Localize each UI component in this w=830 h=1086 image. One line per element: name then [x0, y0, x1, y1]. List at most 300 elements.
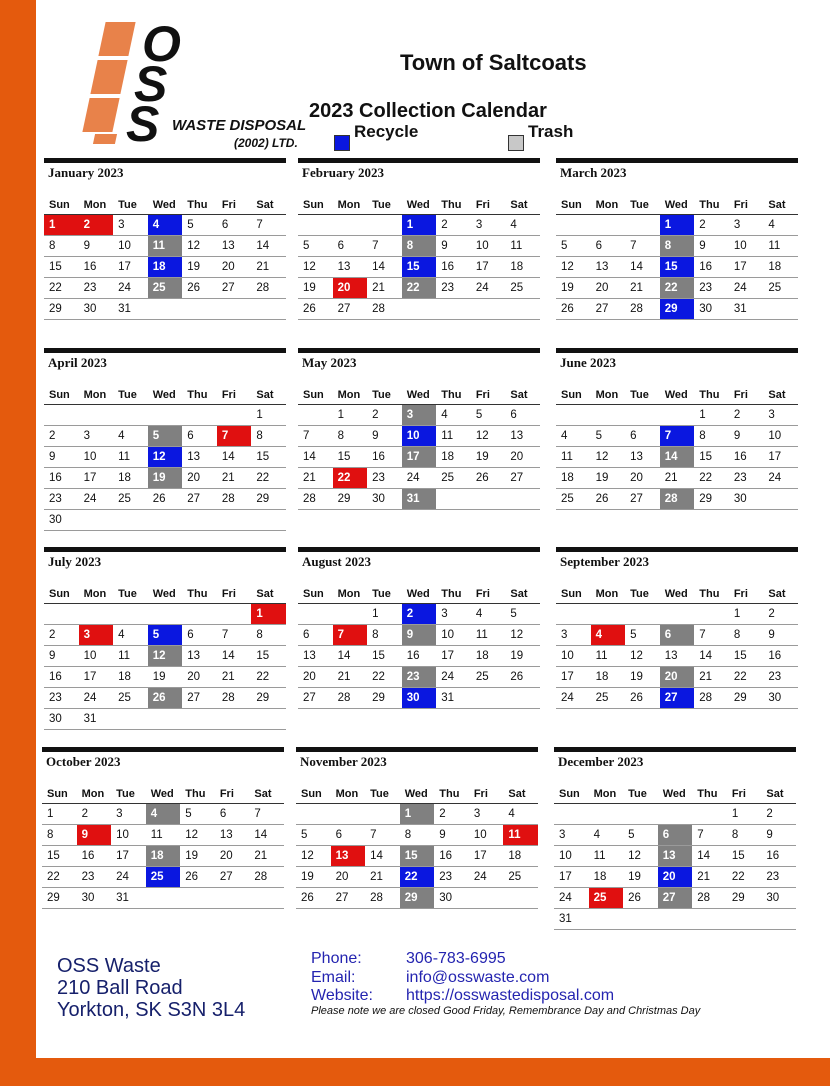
day-cell: 12	[298, 257, 333, 278]
empty-day	[79, 405, 114, 426]
empty-day	[113, 709, 148, 730]
day-cell: 4	[113, 426, 148, 447]
day-cell: 16	[79, 257, 114, 278]
empty-day	[217, 299, 252, 320]
month-name: October 2023	[46, 754, 121, 769]
day-cell: 10	[436, 625, 471, 646]
day-cell: 15	[44, 257, 79, 278]
day-cell: 21	[365, 867, 400, 888]
day-cell: 15	[333, 447, 368, 468]
day-cell: 20	[505, 447, 540, 468]
weekday-header: Mon	[333, 584, 368, 604]
day-cell: 23	[77, 867, 112, 888]
empty-day	[591, 405, 626, 426]
day-cell: 24	[111, 867, 146, 888]
day-cell: 7	[694, 625, 729, 646]
day-cell: 14	[660, 447, 695, 468]
day-cell: 25	[556, 489, 591, 510]
day-cell: 29	[333, 489, 368, 510]
day-cell: 29	[251, 688, 286, 709]
empty-day	[182, 510, 217, 531]
day-cell: 19	[556, 278, 591, 299]
month-6	[556, 348, 798, 510]
day-cell: 23	[434, 867, 469, 888]
empty-day	[505, 688, 540, 709]
empty-day	[148, 604, 183, 625]
day-cell: 28	[251, 278, 286, 299]
day-cell: 2	[44, 625, 79, 646]
day-cell: 21	[251, 257, 286, 278]
empty-day	[761, 909, 796, 930]
day-cell: 27	[591, 299, 626, 320]
day-cell: 27	[331, 888, 366, 909]
empty-day	[298, 604, 333, 625]
logo-waste-disposal: WASTE DISPOSAL	[172, 117, 307, 134]
weekday-header: Mon	[331, 784, 366, 804]
empty-day	[471, 489, 506, 510]
day-cell: 11	[503, 825, 538, 846]
empty-day	[623, 909, 658, 930]
empty-day	[217, 604, 252, 625]
empty-day	[623, 804, 658, 825]
day-cell: 1	[44, 215, 79, 236]
day-cell: 1	[42, 804, 77, 825]
empty-day	[625, 604, 660, 625]
day-cell: 21	[217, 468, 252, 489]
day-cell: 24	[79, 688, 114, 709]
day-cell: 7	[251, 215, 286, 236]
month-name: November 2023	[300, 754, 387, 769]
weekday-header: Sun	[44, 385, 79, 405]
day-cell: 22	[729, 667, 764, 688]
day-cell: 11	[505, 236, 540, 257]
empty-day	[113, 405, 148, 426]
day-cell: 4	[556, 426, 591, 447]
day-cell: 14	[217, 447, 252, 468]
weekday-header: Sun	[556, 385, 591, 405]
day-cell: 15	[400, 846, 435, 867]
day-cell: 14	[365, 846, 400, 867]
empty-day	[217, 510, 252, 531]
empty-day	[692, 909, 727, 930]
month-7	[44, 547, 286, 730]
weekday-header: Wed	[660, 195, 695, 215]
weekday-header: Wed	[400, 784, 435, 804]
day-cell: 22	[402, 278, 437, 299]
day-cell: 1	[251, 405, 286, 426]
day-cell: 17	[729, 257, 764, 278]
empty-day	[658, 804, 693, 825]
day-cell: 28	[249, 867, 284, 888]
recycle-legend: Recycle	[354, 122, 419, 141]
day-cell: 9	[434, 825, 469, 846]
weekday-header: Tue	[113, 584, 148, 604]
day-cell: 4	[505, 215, 540, 236]
day-cell: 3	[436, 604, 471, 625]
weekday-header: Fri	[217, 195, 252, 215]
day-cell: 16	[367, 447, 402, 468]
day-cell: 30	[729, 489, 764, 510]
day-cell: 16	[44, 468, 79, 489]
day-cell: 17	[436, 646, 471, 667]
day-cell: 16	[402, 646, 437, 667]
day-cell: 1	[727, 804, 762, 825]
weekday-header: Sat	[251, 195, 286, 215]
weekday-header: Thu	[182, 385, 217, 405]
day-cell: 19	[182, 257, 217, 278]
day-cell: 26	[182, 278, 217, 299]
day-cell: 14	[625, 257, 660, 278]
weekday-header: Tue	[625, 584, 660, 604]
day-cell: 17	[471, 257, 506, 278]
empty-day	[44, 405, 79, 426]
weekday-header: Mon	[333, 195, 368, 215]
day-cell: 26	[556, 299, 591, 320]
day-cell: 13	[591, 257, 626, 278]
weekday-header: Mon	[79, 385, 114, 405]
day-cell: 26	[148, 489, 183, 510]
day-cell: 15	[402, 257, 437, 278]
day-cell: 31	[436, 688, 471, 709]
empty-day	[298, 215, 333, 236]
weekday-header: Mon	[79, 584, 114, 604]
day-cell: 28	[365, 888, 400, 909]
day-cell: 9	[694, 236, 729, 257]
day-cell: 30	[761, 888, 796, 909]
day-cell: 5	[623, 825, 658, 846]
empty-day	[591, 215, 626, 236]
day-cell: 11	[148, 236, 183, 257]
day-cell: 11	[763, 236, 798, 257]
day-cell: 2	[761, 804, 796, 825]
day-cell: 2	[436, 215, 471, 236]
day-cell: 23	[694, 278, 729, 299]
day-cell: 26	[505, 667, 540, 688]
day-cell: 1	[367, 604, 402, 625]
day-cell: 5	[296, 825, 331, 846]
day-cell: 24	[556, 688, 591, 709]
day-cell: 6	[660, 625, 695, 646]
day-cell: 14	[333, 646, 368, 667]
empty-day	[180, 888, 215, 909]
month-name: May 2023	[302, 355, 357, 370]
day-cell: 21	[692, 867, 727, 888]
empty-day	[182, 299, 217, 320]
weekday-header: Tue	[367, 195, 402, 215]
website-label: Website:	[311, 987, 373, 1004]
weekday-header: Thu	[694, 385, 729, 405]
day-cell: 16	[434, 846, 469, 867]
day-cell: 11	[436, 426, 471, 447]
weekday-header: Mon	[589, 784, 624, 804]
weekday-header: Tue	[625, 385, 660, 405]
day-cell: 29	[367, 688, 402, 709]
weekday-header: Sun	[298, 195, 333, 215]
day-cell: 24	[402, 468, 437, 489]
empty-day	[367, 215, 402, 236]
day-cell: 27	[625, 489, 660, 510]
empty-day	[251, 299, 286, 320]
day-cell: 21	[333, 667, 368, 688]
day-cell: 1	[660, 215, 695, 236]
day-cell: 8	[400, 825, 435, 846]
day-cell: 13	[505, 426, 540, 447]
day-cell: 11	[589, 846, 624, 867]
day-cell: 26	[180, 867, 215, 888]
empty-day	[660, 604, 695, 625]
day-cell: 6	[591, 236, 626, 257]
empty-day	[298, 405, 333, 426]
day-cell: 14	[694, 646, 729, 667]
day-cell: 13	[658, 846, 693, 867]
day-cell: 10	[113, 236, 148, 257]
month-name: December 2023	[558, 754, 644, 769]
empty-day	[625, 405, 660, 426]
day-cell: 12	[505, 625, 540, 646]
day-cell: 29	[729, 688, 764, 709]
day-cell: 18	[471, 646, 506, 667]
day-cell: 15	[694, 447, 729, 468]
day-cell: 2	[434, 804, 469, 825]
weekday-header: Tue	[365, 784, 400, 804]
month-9	[556, 547, 798, 709]
day-cell: 31	[79, 709, 114, 730]
month-10	[42, 747, 284, 909]
day-cell: 17	[111, 846, 146, 867]
weekday-header: Fri	[217, 584, 252, 604]
day-cell: 2	[44, 426, 79, 447]
day-cell: 8	[44, 236, 79, 257]
weekday-header: Fri	[217, 385, 252, 405]
day-cell: 26	[148, 688, 183, 709]
day-cell: 29	[251, 489, 286, 510]
day-cell: 11	[471, 625, 506, 646]
month-name: April 2023	[48, 355, 107, 370]
day-cell: 28	[298, 489, 333, 510]
day-cell: 24	[469, 867, 504, 888]
day-cell: 2	[763, 604, 798, 625]
day-cell: 31	[729, 299, 764, 320]
phone-label: Phone:	[311, 950, 362, 967]
day-cell: 4	[589, 825, 624, 846]
weekday-header: Thu	[180, 784, 215, 804]
empty-day	[146, 888, 181, 909]
day-cell: 25	[763, 278, 798, 299]
day-cell: 6	[215, 804, 250, 825]
day-cell: 8	[367, 625, 402, 646]
month-8	[298, 547, 540, 709]
day-cell: 3	[79, 625, 114, 646]
day-cell: 18	[146, 846, 181, 867]
day-cell: 10	[402, 426, 437, 447]
day-cell: 20	[182, 667, 217, 688]
day-cell: 18	[113, 468, 148, 489]
day-cell: 6	[658, 825, 693, 846]
day-cell: 7	[692, 825, 727, 846]
day-cell: 23	[44, 489, 79, 510]
day-cell: 3	[471, 215, 506, 236]
day-cell: 1	[402, 215, 437, 236]
weekday-header: Fri	[469, 784, 504, 804]
weekday-header: Tue	[625, 195, 660, 215]
day-cell: 3	[79, 426, 114, 447]
day-cell: 25	[148, 278, 183, 299]
empty-day	[556, 405, 591, 426]
day-cell: 14	[251, 236, 286, 257]
day-cell: 23	[79, 278, 114, 299]
empty-day	[471, 688, 506, 709]
weekday-header: Tue	[367, 385, 402, 405]
day-cell: 12	[623, 846, 658, 867]
day-cell: 6	[505, 405, 540, 426]
weekday-header: Wed	[660, 385, 695, 405]
day-cell: 25	[113, 489, 148, 510]
day-cell: 16	[77, 846, 112, 867]
day-cell: 17	[554, 867, 589, 888]
month-name: September 2023	[560, 554, 649, 569]
day-cell: 25	[503, 867, 538, 888]
day-cell: 8	[727, 825, 762, 846]
day-cell: 14	[692, 846, 727, 867]
weekday-header: Tue	[111, 784, 146, 804]
day-cell: 18	[589, 867, 624, 888]
day-cell: 2	[367, 405, 402, 426]
closure-note: Please note we are closed Good Friday, Remembrance Day and Christmas Day	[311, 1005, 701, 1017]
weekday-header: Sat	[503, 784, 538, 804]
day-cell: 10	[763, 426, 798, 447]
weekday-header: Wed	[402, 584, 437, 604]
weekday-header: Thu	[436, 385, 471, 405]
empty-day	[249, 888, 284, 909]
day-cell: 6	[298, 625, 333, 646]
weekday-header: Thu	[182, 584, 217, 604]
empty-day	[331, 804, 366, 825]
day-cell: 29	[44, 299, 79, 320]
day-cell: 24	[113, 278, 148, 299]
weekday-header: Thu	[182, 195, 217, 215]
weekday-header: Mon	[591, 584, 626, 604]
day-cell: 28	[217, 688, 252, 709]
empty-day	[113, 510, 148, 531]
day-cell: 26	[298, 299, 333, 320]
day-cell: 24	[554, 888, 589, 909]
day-cell: 23	[367, 468, 402, 489]
day-cell: 13	[298, 646, 333, 667]
month-name: June 2023	[560, 355, 616, 370]
address-block	[57, 955, 245, 1021]
day-cell: 1	[400, 804, 435, 825]
day-cell: 16	[729, 447, 764, 468]
weekday-header: Mon	[79, 195, 114, 215]
email-label: Email:	[311, 968, 356, 986]
day-cell: 1	[251, 604, 286, 625]
day-cell: 11	[113, 447, 148, 468]
day-cell: 24	[436, 667, 471, 688]
weekday-header: Mon	[333, 385, 368, 405]
weekday-header: Sun	[554, 784, 589, 804]
day-cell: 9	[77, 825, 112, 846]
empty-day	[505, 489, 540, 510]
day-cell: 24	[763, 468, 798, 489]
day-cell: 23	[763, 667, 798, 688]
weekday-header: Wed	[148, 584, 183, 604]
day-cell: 4	[436, 405, 471, 426]
day-cell: 2	[79, 215, 114, 236]
day-cell: 17	[556, 667, 591, 688]
day-cell: 15	[729, 646, 764, 667]
empty-day	[365, 804, 400, 825]
weekday-header: Sat	[505, 195, 540, 215]
phone-value[interactable]: 306-783-6995	[406, 950, 506, 967]
day-cell: 14	[367, 257, 402, 278]
day-cell: 21	[217, 667, 252, 688]
day-cell: 17	[79, 468, 114, 489]
day-cell: 27	[182, 489, 217, 510]
empty-day	[436, 299, 471, 320]
day-cell: 21	[298, 468, 333, 489]
day-cell: 4	[471, 604, 506, 625]
day-cell: 18	[113, 667, 148, 688]
day-cell: 7	[217, 426, 252, 447]
weekday-header: Wed	[658, 784, 693, 804]
day-cell: 18	[148, 257, 183, 278]
empty-day	[589, 909, 624, 930]
day-cell: 8	[333, 426, 368, 447]
address-company: OSS Waste	[57, 955, 161, 977]
month-5	[298, 348, 540, 510]
empty-day	[44, 604, 79, 625]
weekday-header: Mon	[591, 385, 626, 405]
day-cell: 23	[402, 667, 437, 688]
empty-day	[436, 489, 471, 510]
weekday-header: Sat	[763, 385, 798, 405]
weekday-header: Sat	[251, 385, 286, 405]
day-cell: 18	[503, 846, 538, 867]
day-cell: 12	[148, 646, 183, 667]
empty-day	[217, 709, 252, 730]
day-cell: 25	[505, 278, 540, 299]
day-cell: 20	[658, 867, 693, 888]
day-cell: 7	[249, 804, 284, 825]
weekday-header: Tue	[113, 385, 148, 405]
day-cell: 28	[694, 688, 729, 709]
day-cell: 7	[217, 625, 252, 646]
day-cell: 1	[694, 405, 729, 426]
day-cell: 23	[436, 278, 471, 299]
weekday-header: Fri	[729, 195, 764, 215]
email-link[interactable]: info@osswaste.com	[406, 968, 550, 986]
day-cell: 25	[589, 888, 624, 909]
empty-day	[503, 888, 538, 909]
day-cell: 13	[625, 447, 660, 468]
day-cell: 12	[556, 257, 591, 278]
weekday-header: Sun	[42, 784, 77, 804]
day-cell: 2	[729, 405, 764, 426]
day-cell: 3	[729, 215, 764, 236]
day-cell: 20	[298, 667, 333, 688]
website-link[interactable]: https://osswastedisposal.com	[406, 987, 615, 1004]
day-cell: 19	[623, 867, 658, 888]
weekday-header: Fri	[729, 385, 764, 405]
day-cell: 19	[180, 846, 215, 867]
day-cell: 30	[77, 888, 112, 909]
day-cell: 21	[660, 468, 695, 489]
weekday-header: Wed	[146, 784, 181, 804]
weekday-header: Sun	[44, 195, 79, 215]
day-cell: 2	[402, 604, 437, 625]
day-cell: 13	[182, 646, 217, 667]
day-cell: 10	[471, 236, 506, 257]
